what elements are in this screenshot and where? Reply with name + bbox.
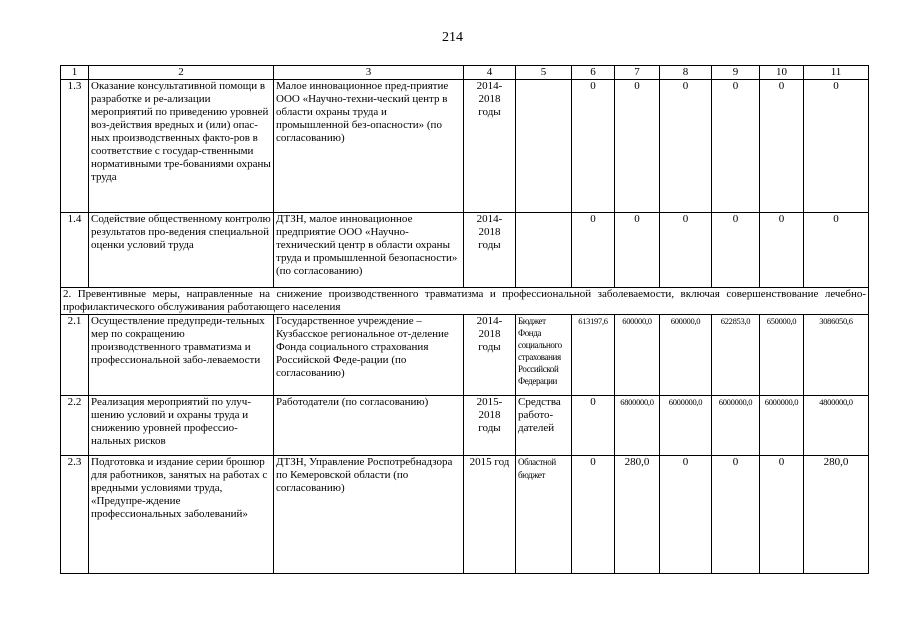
measure-cell: Подготовка и издание серии брошюр для работников, занятых на работах с вредными условиями труда, «Предупре-ждение профессиональных заболеваний» (89, 456, 274, 574)
table-row (61, 80, 869, 213)
value-cell: 622853,0 (712, 315, 760, 396)
executor-cell: ДТЗН, Управление Роспотребнадзора по Кемеровской области (по согласованию) (274, 456, 464, 574)
row-number: 1.4 (61, 213, 89, 288)
source-cell: Средства работо-дателей (516, 396, 572, 456)
value-cell: 0 (660, 456, 712, 574)
col-header: 8 (660, 66, 712, 80)
value-cell: 6000000,0 (660, 396, 712, 456)
period-cell: 2014-2018 годы (464, 80, 516, 213)
value-cell: 650000,0 (760, 315, 804, 396)
value-cell: 0 (572, 213, 615, 288)
value-cell: 4800000,0 (804, 396, 869, 456)
row-number: 2.3 (61, 456, 89, 574)
value-cell: 0 (572, 80, 615, 213)
value-cell: 0 (760, 456, 804, 574)
value-cell: 0 (615, 213, 660, 288)
table-row (61, 456, 869, 574)
table-row (61, 213, 869, 288)
measure-cell: Реализация мероприятий по улуч-шению условий и охраны труда и снижению уровней профессио-нальных рисков (89, 396, 274, 456)
table-row (61, 396, 869, 456)
value-cell: 0 (804, 213, 869, 288)
value-cell: 0 (572, 456, 615, 574)
value-cell: 280,0 (615, 456, 660, 574)
measure-cell: Оказание консультативной помощи в разработке и ре-ализации мероприятий по приведению уровней воз-действия вредных и (или) опас-ных производственных факто-ров в соответствие с государ-ственными нормативными тре-бованиями охраны труда (89, 80, 274, 213)
period-cell: 2015 год (464, 456, 516, 574)
value-cell: 600000,0 (660, 315, 712, 396)
value-cell: 280,0 (804, 456, 869, 574)
col-header: 11 (804, 66, 869, 80)
source-cell (516, 213, 572, 288)
period-cell: 2015-2018 годы (464, 396, 516, 456)
measure-cell: Содействие общественному контролю результатов про-ведения специальной оценки условий труда (89, 213, 274, 288)
row-number: 1.3 (61, 80, 89, 213)
col-header: 4 (464, 66, 516, 80)
value-cell: 0 (660, 80, 712, 213)
col-header: 5 (516, 66, 572, 80)
executor-cell: Малое инновационное пред-приятие ООО «Научно-техни-ческий центр в области охраны труда и промышленной без-опасности» (по согласованию) (274, 80, 464, 213)
section-heading-row (61, 288, 869, 315)
col-header: 9 (712, 66, 760, 80)
value-cell: 0 (712, 213, 760, 288)
section-heading: 2. Превентивные меры, направленные на снижение производственного травматизма и профессиональной заболеваемости, включая совершенствование лечебно-профилактического обслуживания работающего населения (61, 288, 869, 315)
col-header: 3 (274, 66, 464, 80)
value-cell: 0 (615, 80, 660, 213)
row-number: 2.2 (61, 396, 89, 456)
value-cell: 0 (760, 80, 804, 213)
executor-cell: Государственное учреждение – Кузбасское региональное от-деление Фонда социального страхования Российской Феде-рации (по согласованию) (274, 315, 464, 396)
value-cell: 6000000,0 (712, 396, 760, 456)
value-cell: 0 (760, 213, 804, 288)
col-header: 6 (572, 66, 615, 80)
col-header: 10 (760, 66, 804, 80)
col-header: 7 (615, 66, 660, 80)
col-header: 2 (89, 66, 274, 80)
value-cell: 600000,0 (615, 315, 660, 396)
executor-cell: ДТЗН, малое инновационное предприятие ООО «Научно-технический центр в области охраны труда и промышленной безопасности» (по согласованию) (274, 213, 464, 288)
source-cell (516, 80, 572, 213)
value-cell: 0 (660, 213, 712, 288)
executor-cell: Работодатели (по согласованию) (274, 396, 464, 456)
period-cell: 2014-2018 годы (464, 213, 516, 288)
period-cell: 2014-2018 годы (464, 315, 516, 396)
column-number-row (61, 66, 869, 80)
measure-cell: Осуществление предупреди-тельных мер по сокращению производственного травматизма и профессиональной забо-леваемости (89, 315, 274, 396)
value-cell: 0 (712, 80, 760, 213)
col-header: 1 (61, 66, 89, 80)
value-cell: 3086050,6 (804, 315, 869, 396)
source-cell: Областной бюджет (516, 456, 572, 574)
page-number: 214 (442, 30, 463, 45)
value-cell: 0 (572, 396, 615, 456)
value-cell: 0 (712, 456, 760, 574)
value-cell: 6800000,0 (615, 396, 660, 456)
source-cell: Бюджет Фонда социального страхования Российской Федерации (516, 315, 572, 396)
program-table (60, 65, 869, 574)
table-row (61, 315, 869, 396)
value-cell: 6000000,0 (760, 396, 804, 456)
value-cell: 613197,6 (572, 315, 615, 396)
row-number: 2.1 (61, 315, 89, 396)
value-cell: 0 (804, 80, 869, 213)
